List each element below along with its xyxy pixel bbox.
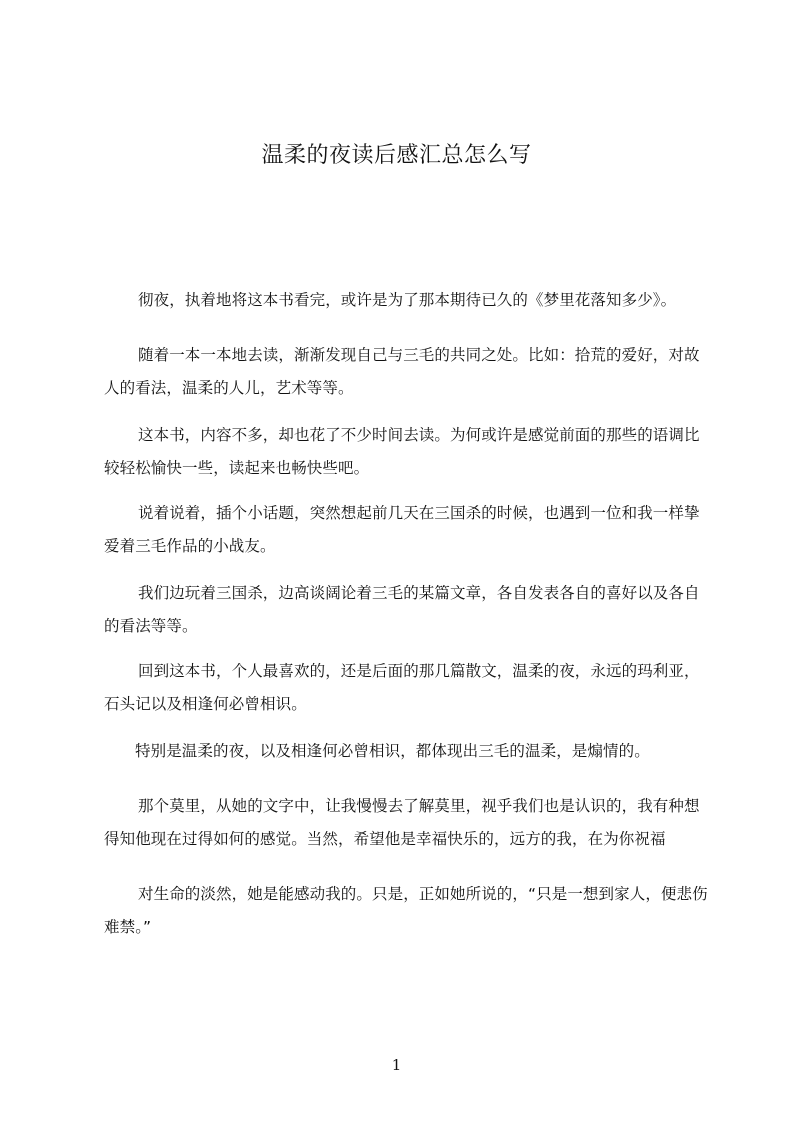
paragraph-3: 这本书，内容不多，却也花了不少时间去读。为何或许是感觉前面的那些的语调比较轻松愉快一些，读起来也畅快些吧。 (104, 426, 700, 477)
document-title: 温柔的夜读后感汇总怎么写 (261, 143, 532, 168)
paragraph-1: 彻夜，执着地将这本书看完，或许是为了那本期待已久的《梦里花落知多少》。 (138, 291, 677, 309)
paragraph-7: 特别是温柔的夜，以及相逢何必曾相识，都体现出三毛的温柔，是煽情的。 (135, 742, 650, 760)
paragraph-6: 回到这本书，个人最喜欢的，还是后面的那几篇散文，温柔的夜，永远的玛利亚，石头记以及相逢何必曾相识。 (104, 662, 700, 713)
page-number: 1 (391, 1056, 402, 1074)
paragraph-2: 随着一本一本地去读，渐渐发现自己与三毛的共同之处。比如：拾荒的爱好，对故人的看法，温柔的人儿，艺术等等。 (104, 346, 700, 397)
paragraph-5: 我们边玩着三国杀，边高谈阔论着三毛的某篇文章，各自发表各自的喜好以及各自的看法等等。 (104, 584, 700, 635)
paragraph-4: 说着说着，插个小话题，突然想起前几天在三国杀的时候，也遇到一位和我一样挚爱着三毛作品的小战友。 (104, 504, 700, 555)
paragraph-8: 那个莫里，从她的文字中，让我慢慢去了解莫里，视乎我们也是认识的，我有种想得知他现在过得如何的感觉。当然，希望他是幸福快乐的，远方的我，在为你祝福 (104, 797, 700, 848)
paragraph-9: 对生命的淡然，她是能感动我的。只是，正如她所说的，“只是一想到家人，便悲伤难禁。” (104, 885, 708, 936)
